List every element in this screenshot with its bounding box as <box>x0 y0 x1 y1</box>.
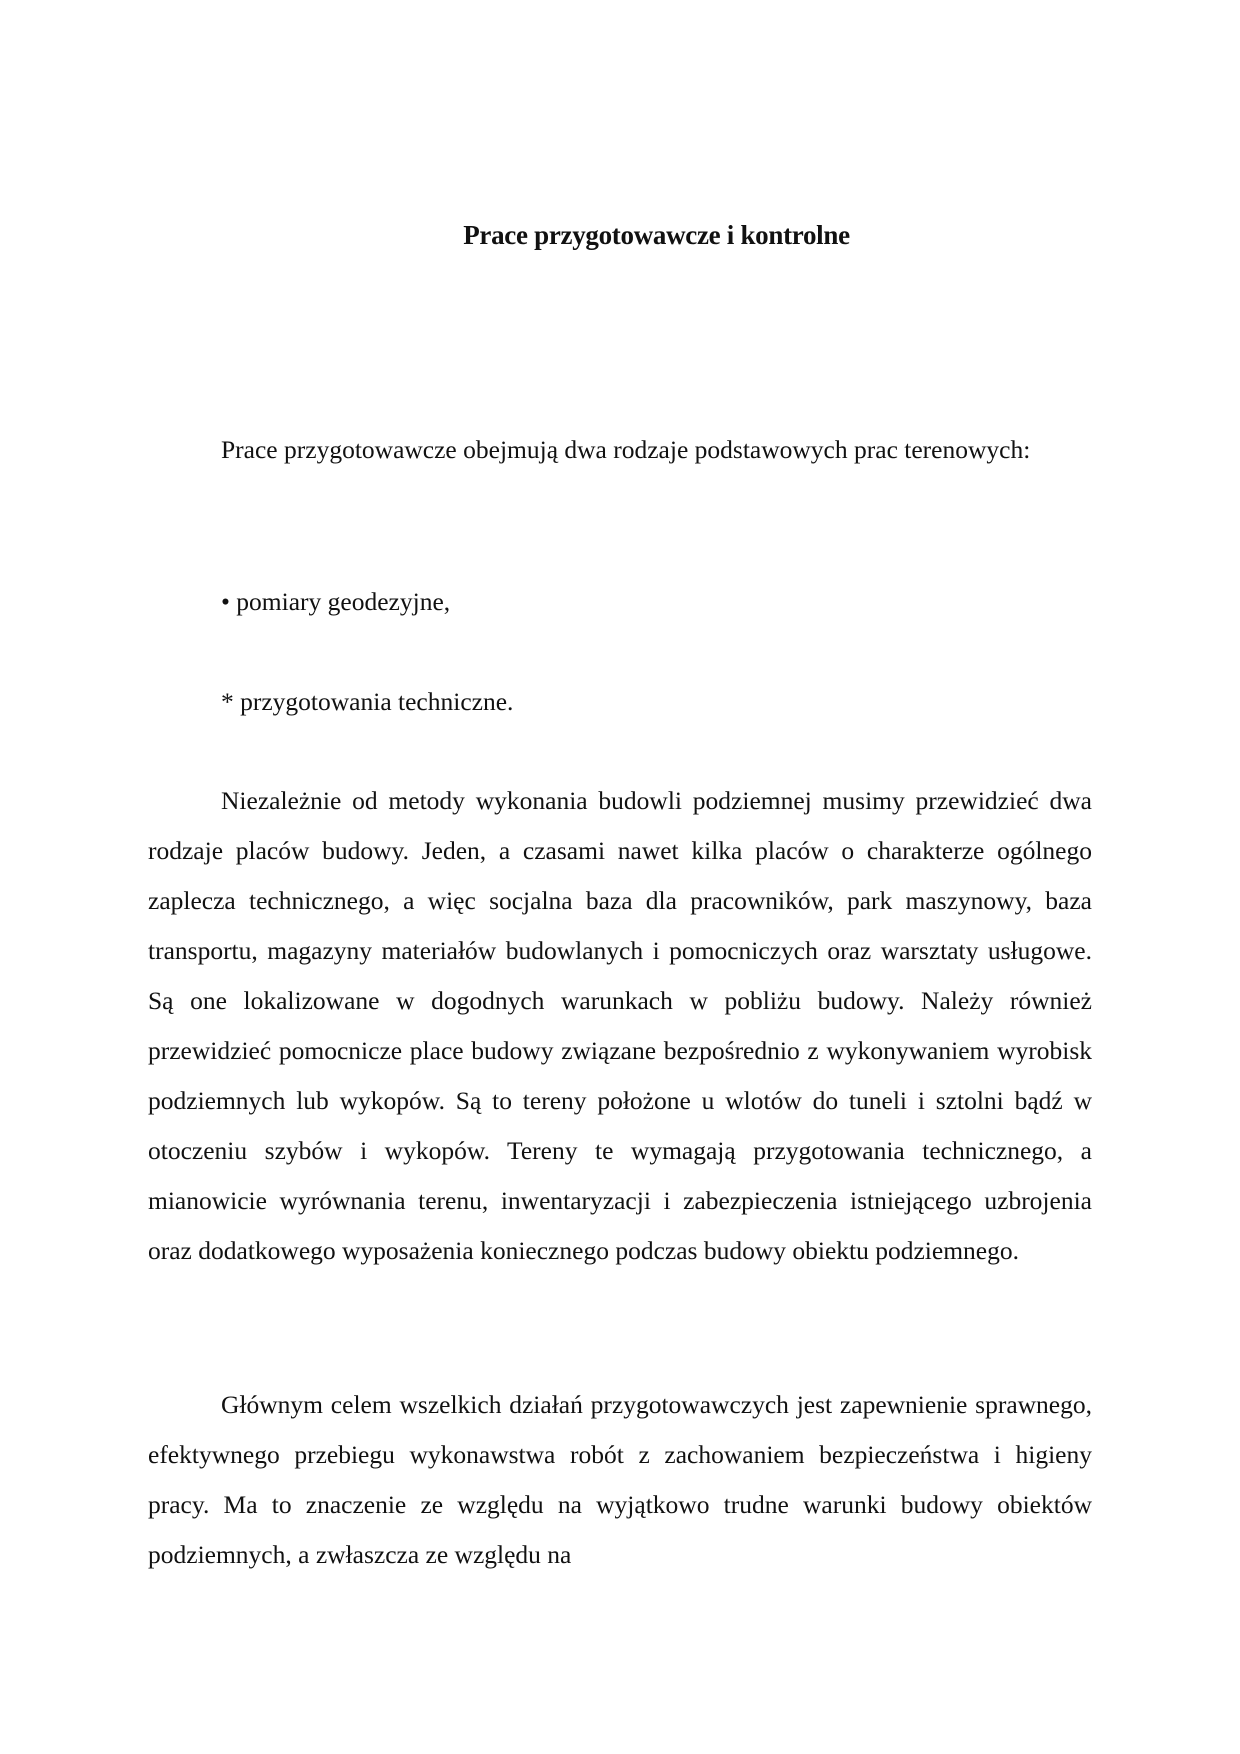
document-title: Prace przygotowawcze i kontrolne <box>463 220 850 250</box>
body-paragraph-main-goal: Głównym celem wszelkich działań przygotowawczych jest zapewnienie sprawnego, efektywnego przebiegu wykonawstwa robót z zachowaniem bezpieczeństwa i higieny pracy. Ma to znaczenie ze względu na wyjątkowo trudne warunki budowy obiektów podziemnych, a zwłaszcza ze względu na <box>148 1390 1092 1569</box>
intro-paragraph: Prace przygotowawcze obejmują dwa rodzaje podstawowych prac terenowych: <box>221 435 1031 464</box>
body-paragraph-construction-sites: Niezależnie od metody wykonania budowli podziemnej musimy przewidzieć dwa rodzaje placów budowy. Jeden, a czasami nawet kilka placów o charakterze ogólnego zaplecza technicznego, a więc socjalna baza dla pracowników, park maszynowy, baza transportu, magazyny materiałów budowlanych i pomocniczych oraz warsztaty usługowe. Są one lokalizowane w dogodnych warunkach w pobliżu budowy. Należy również przewidzieć pomocnicze place budowy związane bezpośrednio z wykonywaniem wyrobisk podziemnych lub wykopów. Są to tereny położone u wlotów do tuneli i sztolni bądź w otoczeniu szybów i wykopów. Tereny te wymagają przygotowania technicznego, a mianowicie wyrównania terenu, inwentaryzacji i zabezpieczenia istniejącego uzbrojenia oraz dodatkowego wyposażenia koniecznego podczas budowy obiektu podziemnego. <box>148 786 1092 1265</box>
bullet-item-technical: * przygotowania techniczne. <box>221 687 514 716</box>
bullet-item-geodetic: • pomiary geodezyjne, <box>221 587 451 616</box>
